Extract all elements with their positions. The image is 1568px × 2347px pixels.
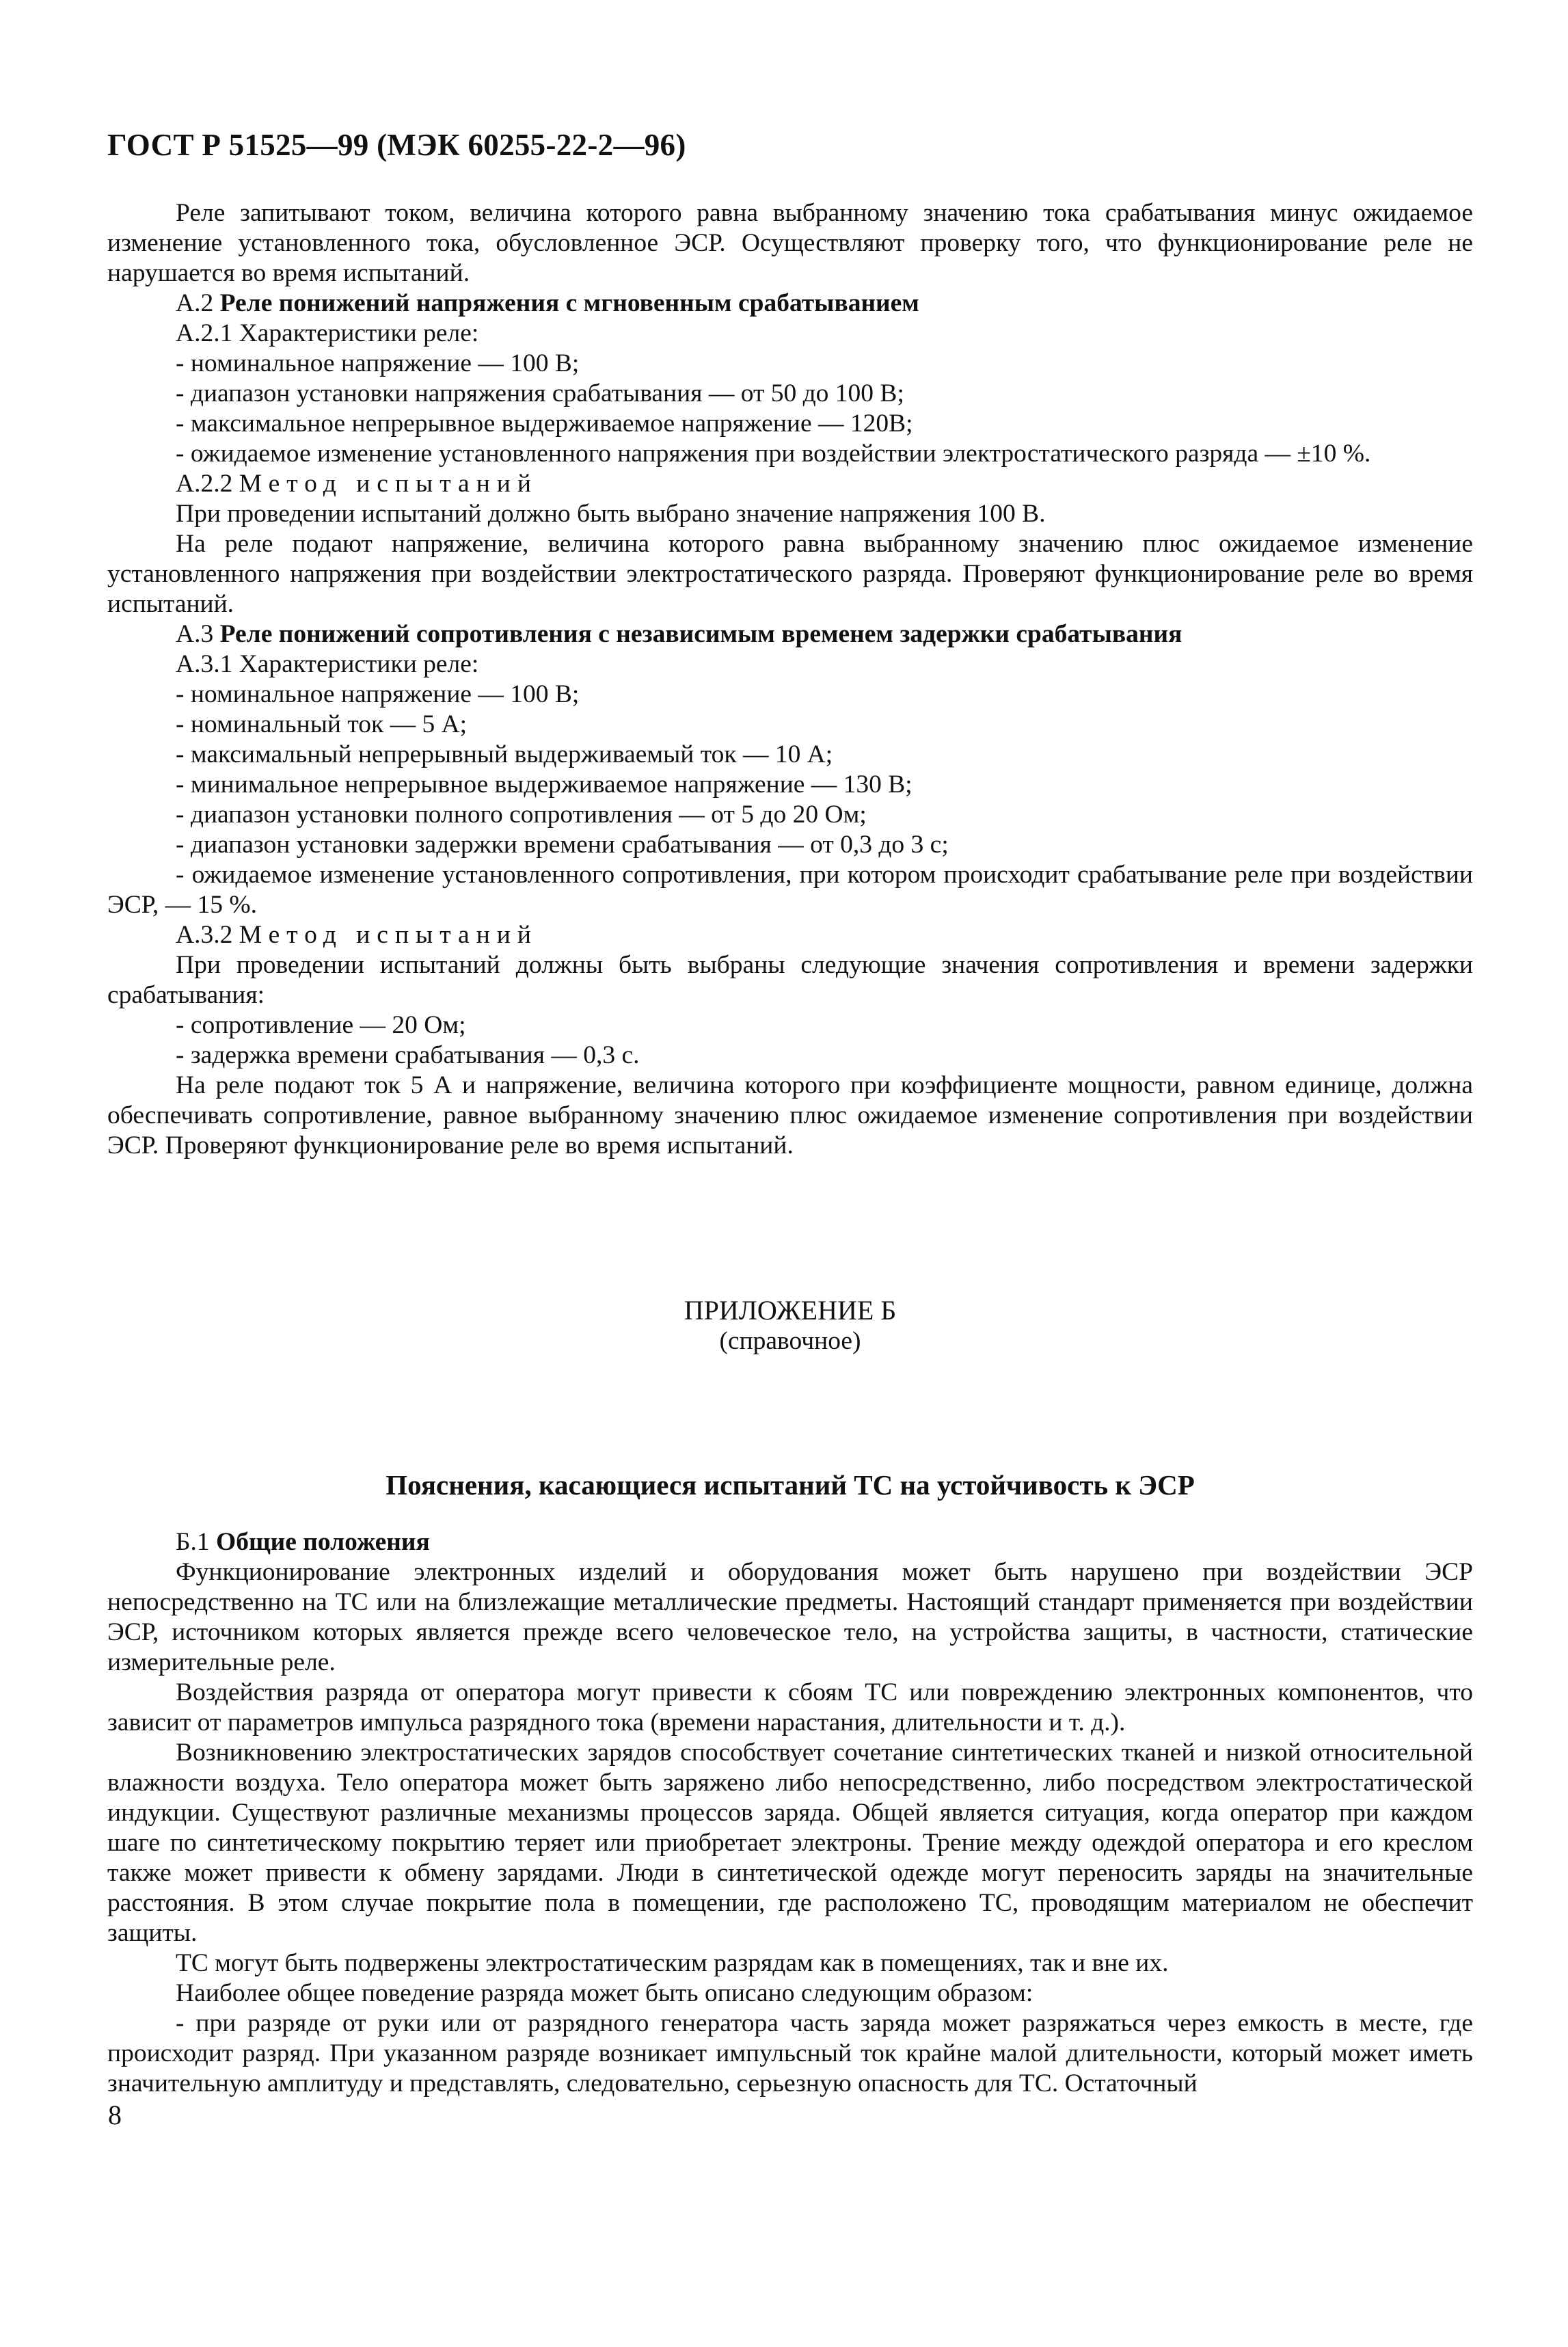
list-item: - номинальное напряжение — 100 В; xyxy=(176,680,580,708)
section-heading-a2 xyxy=(107,289,1473,319)
annex-heading: Пояснения, касающиеся испытаний ТС на устойчивость к ЭСР xyxy=(386,1469,1195,1501)
annex-title: ПРИЛОЖЕНИЕ Б xyxy=(684,1295,897,1326)
paragraph: - при разряде от руки или от разрядного генератора часть заряда может разряжаться через емкость в месте, где происходит разряд. При указанном разряде возникает импульсный ток крайне малой длительности, который может иметь значительную амплитуду и представлять, следовательно, серьезную опасность для ТС. Остаточный xyxy=(107,2009,1473,2097)
subsection-title: Метод испытаний xyxy=(239,921,538,949)
page-number: 8 xyxy=(108,2100,122,2130)
subsection-title: Метод испытаний xyxy=(239,470,538,498)
paragraph: При проведении испытаний должны быть выбраны следующие значения сопротивления и времени задержки срабатывания: xyxy=(107,951,1473,1009)
list-item: - диапазон установки полного сопротивления — от 5 до 20 Ом; xyxy=(176,801,867,829)
section-title: Общие положения xyxy=(216,1528,430,1556)
standard-header: ГОСТ Р 51525—99 (МЭК 60255-22-2—96) xyxy=(107,128,686,162)
paragraph: Наиболее общее поведение разряда может быть описано следующим образом: xyxy=(176,1979,1033,2007)
section-number: А.3 xyxy=(176,620,214,648)
subsection-heading-a22 xyxy=(107,469,1473,499)
list-item: - максимальный непрерывный выдерживаемый ток — 10 А; xyxy=(176,740,833,768)
section-number: Б.1 xyxy=(176,1528,210,1556)
list-item: - максимальное непрерывное выдерживаемое напряжение — 120В; xyxy=(176,410,913,438)
paragraph: На реле подают ток 5 А и напряжение, величина которого при коэффициенте мощности, равном единице, должна обеспечивать сопротивление, равное выбранному значению плюс ожидаемое изменение сопротивления при воздействии ЭСР. Проверяют функционирование реле во время испытаний. xyxy=(107,1071,1473,1159)
paragraph: При проведении испытаний должно быть выбрано значение напряжения 100 В. xyxy=(176,500,1046,528)
list-item: - сопротивление — 20 Ом; xyxy=(176,1011,466,1039)
section-title: Реле понижений напряжения с мгновенным срабатыванием xyxy=(219,289,919,317)
paragraph: Реле запитывают током, величина которого равна выбранному значению тока срабатывания минус ожидаемое изменение установленного тока, обусловленное ЭСР. Осуществляют проверку того, что функционирование реле не нарушается во время испытаний. xyxy=(107,199,1473,287)
section-title: Реле понижений сопротивления с независимым временем задержки срабатывания xyxy=(219,620,1182,648)
list-item: - ожидаемое изменение установленного напряжения при воздействии электростатического разряда — ±10 %. xyxy=(176,440,1371,468)
paragraph: Воздействия разряда от оператора могут привести к сбоям ТС или повреждению электронных компонентов, что зависит от параметров импульса разрядного тока (времени нарастания, длительности и т. д.). xyxy=(107,1678,1473,1736)
section-heading-a3 xyxy=(107,619,1473,649)
section-heading-b1 xyxy=(107,1527,1473,1557)
list-item: - диапазон установки напряжения срабатывания — от 50 до 100 В; xyxy=(176,379,904,407)
subsection-a21: А.2.1 Характеристики реле: xyxy=(176,319,479,347)
section-number: А.2 xyxy=(176,289,214,317)
paragraph: На реле подают напряжение, величина которого равна выбранному значению плюс ожидаемое изменение установленного напряжения при воздействии электростатического разряда. Проверяют функционирование реле во время испытаний. xyxy=(107,530,1473,618)
list-item: - задержка времени срабатывания — 0,3 с. xyxy=(176,1041,640,1069)
paragraph: Возникновению электростатических зарядов способствует сочетание синтетических тканей и низкой относительной влажности воздуха. Тело оператора может быть заряжено либо непосредственно, либо посредством электростатической индукции. Существуют различные механизмы процессов заряда. Общей является ситуация, когда оператор при каждом шаге по синтетическому покрытию теряет или приобретает электроны. Трение между одеждой оператора и его креслом также может привести к обмену зарядами. Люди в синтетической одежде могут переносить заряды на значительные расстояния. В этом случае покрытие пола в помещении, где расположено ТС, проводящим материалом не обеспечит защиты. xyxy=(107,1739,1473,1947)
paragraph: Функционирование электронных изделий и оборудования может быть нарушено при воздействии ЭСР непосредственно на ТС или на близлежащие металлические предметы. Настоящий стандарт применяется при воздействии ЭСР, источником которых является прежде всего человеческое тело, на устройства защиты, в частности, статические измерительные реле. xyxy=(107,1558,1473,1676)
annex-subtitle: (справочное) xyxy=(719,1327,861,1355)
subsection-number: А.3.2 xyxy=(176,921,233,949)
annex-label xyxy=(107,1295,1473,1356)
subsection-heading-a32 xyxy=(107,920,1473,950)
list-item: - ожидаемое изменение установленного сопротивления, при котором происходит срабатывание реле при воздействии ЭСР, — 15 %. xyxy=(107,861,1473,919)
list-item: - диапазон установки задержки времени срабатывания — от 0,3 до 3 с; xyxy=(176,831,949,859)
list-item: - минимальное непрерывное выдерживаемое напряжение — 130 В; xyxy=(176,770,913,799)
list-item: - номинальный ток — 5 А; xyxy=(176,710,468,738)
subsection-number: А.2.2 xyxy=(176,470,233,498)
subsection-a31: А.3.1 Характеристики реле: xyxy=(176,650,479,678)
list-item: - номинальное напряжение — 100 В; xyxy=(176,349,580,377)
paragraph: ТС могут быть подвержены электростатическим разрядам как в помещениях, так и вне их. xyxy=(176,1949,1169,1977)
page-body xyxy=(107,198,1473,2099)
